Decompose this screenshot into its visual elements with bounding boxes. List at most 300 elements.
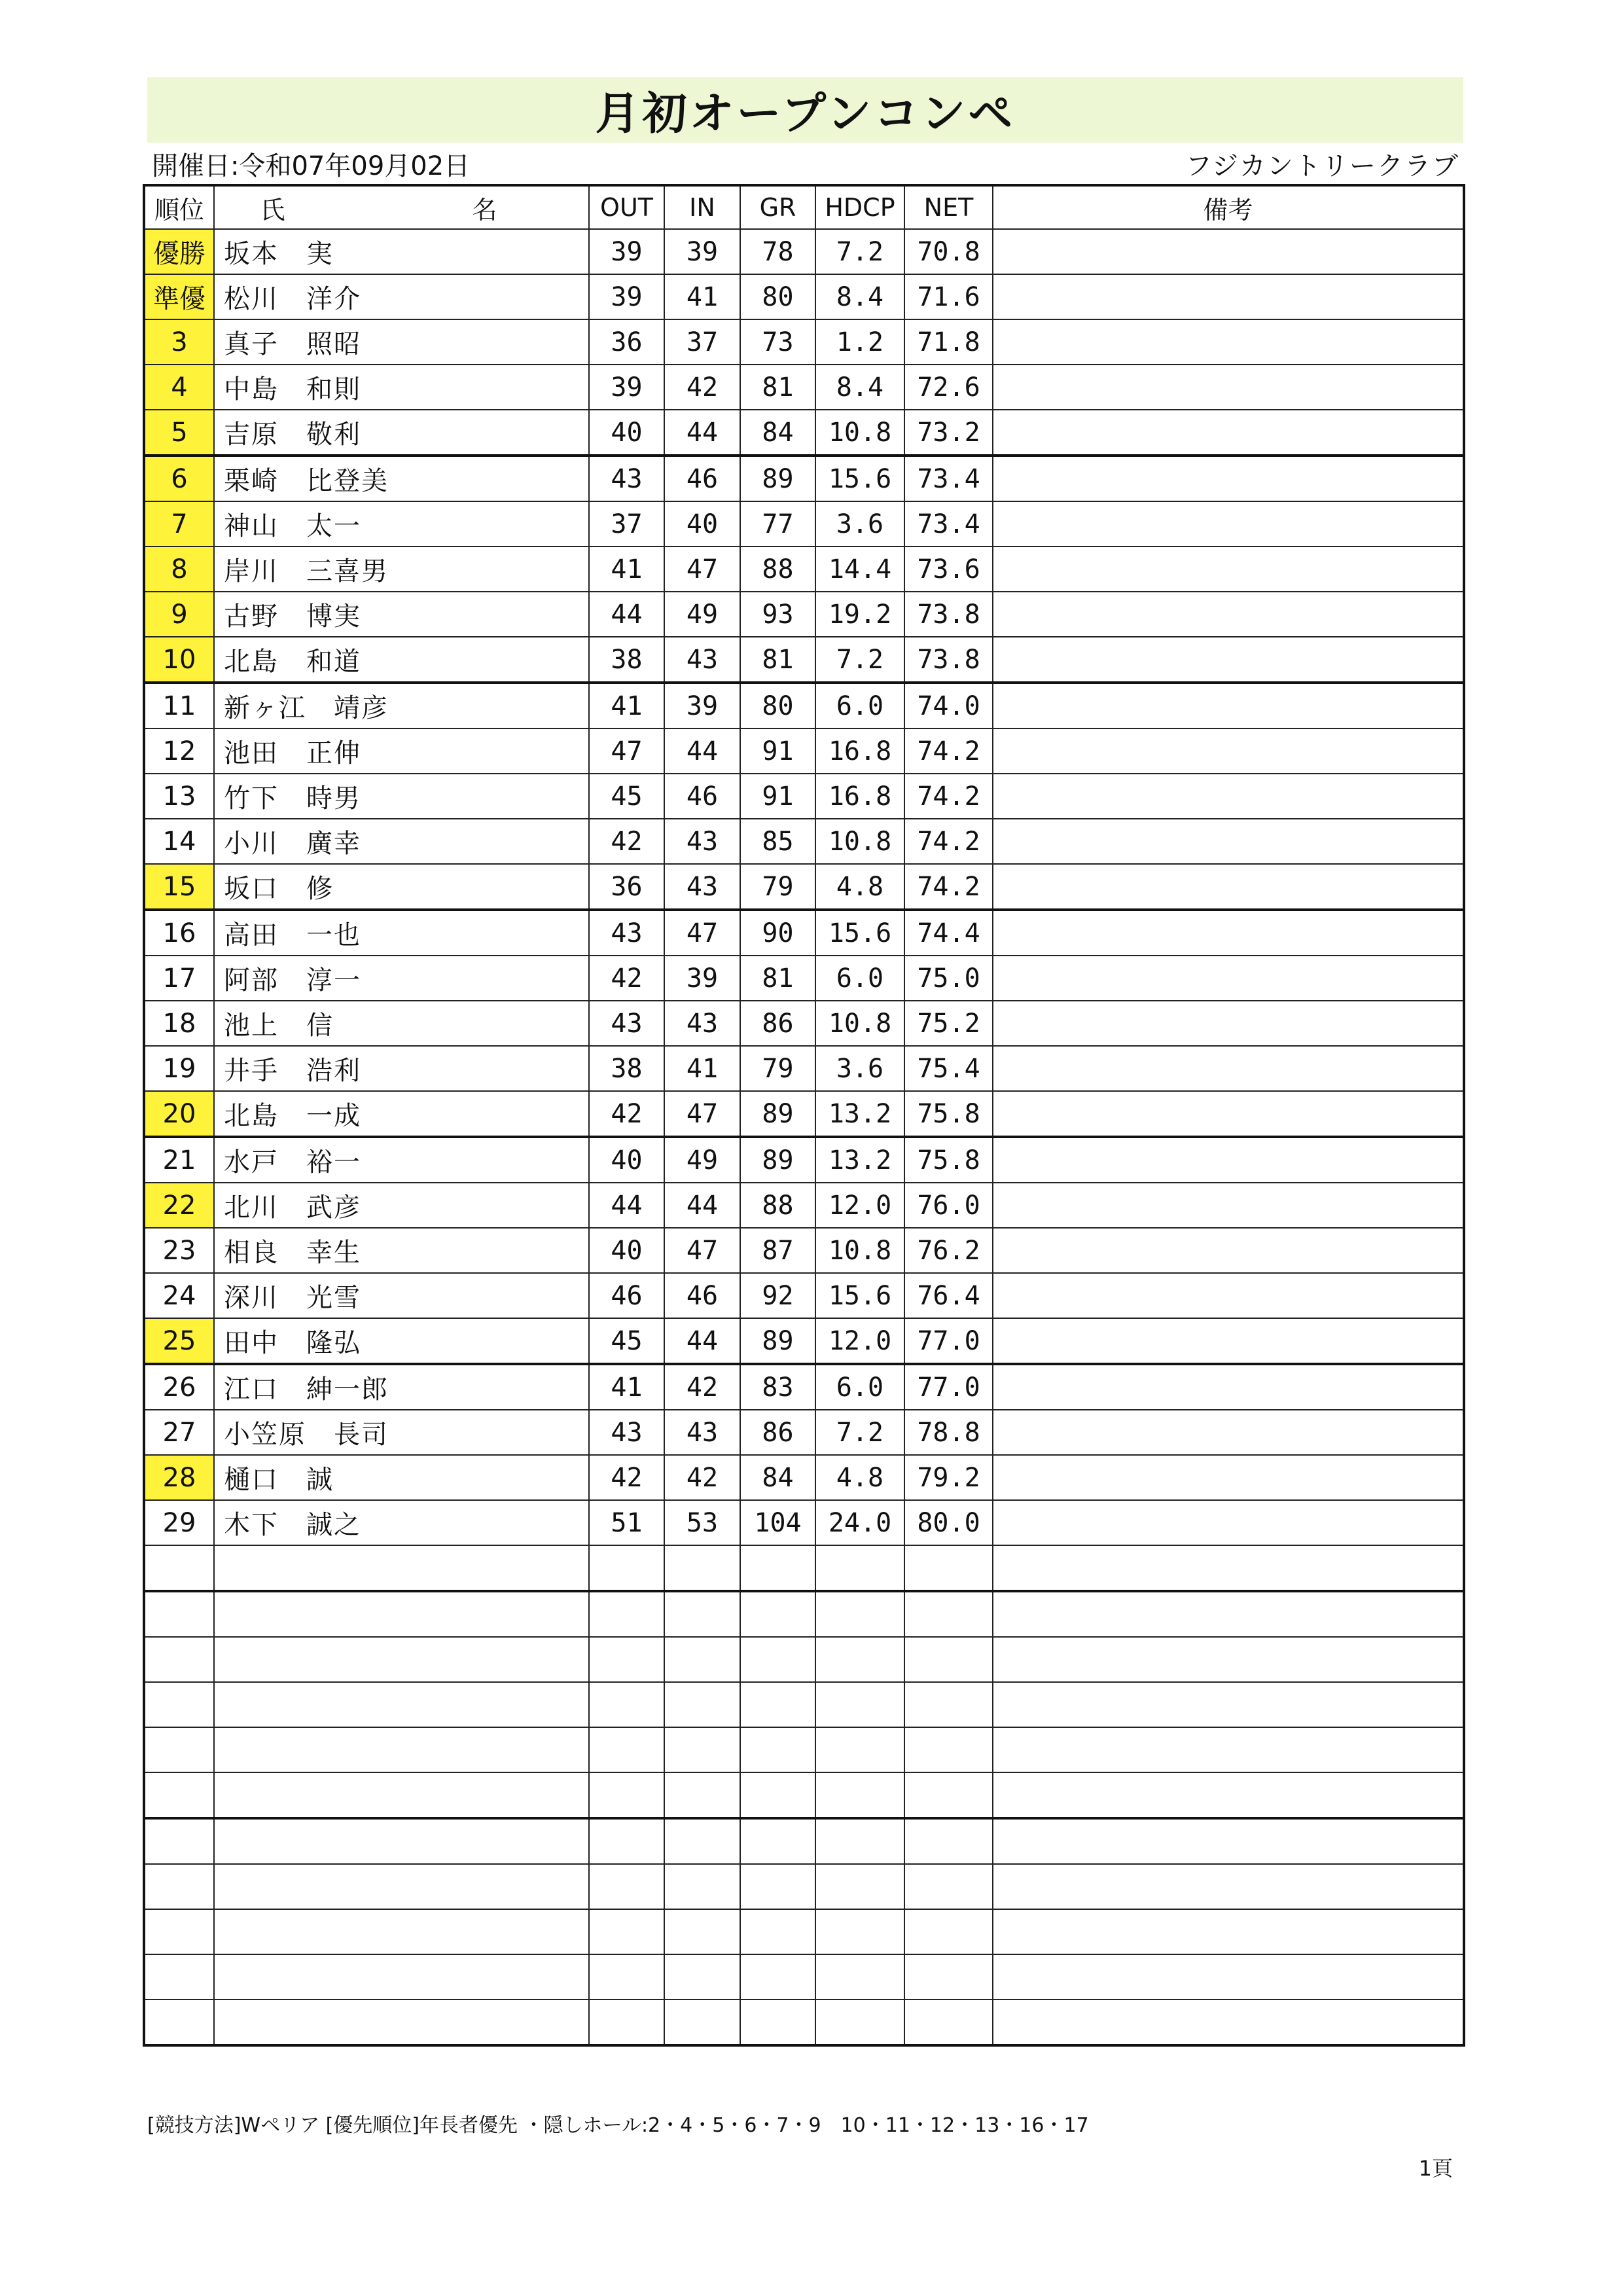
rank-cell: 27 [144, 1410, 214, 1455]
page-number: 1頁 [1418, 2156, 1453, 2181]
table-row [144, 592, 1464, 637]
hdcp-cell [815, 1591, 904, 1637]
rank-cell [144, 1954, 214, 2000]
player-name-cell: 小笠原 長司 [214, 1410, 589, 1455]
player-name-cell [214, 1954, 589, 2000]
results-body [144, 229, 1464, 2045]
net-cell: 73.8 [904, 592, 993, 637]
out-cell: 39 [589, 365, 664, 410]
in-cell [664, 1637, 740, 1682]
empty-row [144, 2000, 1464, 2045]
in-cell: 47 [664, 910, 740, 956]
gr-cell: 88 [740, 1183, 815, 1228]
player-name-cell [214, 1637, 589, 1682]
col-gr-header: GR [740, 185, 815, 229]
empty-row [144, 1818, 1464, 1864]
out-cell: 46 [589, 1273, 664, 1318]
in-cell [664, 1909, 740, 1954]
rank-cell [144, 1545, 214, 1591]
notes-cell [993, 1001, 1464, 1046]
hdcp-cell: 6.0 [815, 683, 904, 728]
page-title: 月初オープンコンペ [595, 88, 1016, 140]
net-cell: 73.2 [904, 410, 993, 456]
gr-cell [740, 1682, 815, 1727]
col-in-header: IN [664, 185, 740, 229]
hdcp-cell: 15.6 [815, 1273, 904, 1318]
rank-cell: 4 [144, 365, 214, 410]
net-cell: 74.2 [904, 774, 993, 819]
player-name-cell: 深川 光雪 [214, 1273, 589, 1318]
table-row [144, 819, 1464, 864]
in-cell: 47 [664, 1228, 740, 1273]
col-hdcp-header: HDCP [815, 185, 904, 229]
out-cell [589, 1727, 664, 1772]
out-cell: 41 [589, 683, 664, 728]
notes-cell [993, 1455, 1464, 1500]
in-cell: 43 [664, 819, 740, 864]
net-cell: 75.8 [904, 1091, 993, 1137]
gr-cell: 89 [740, 1318, 815, 1364]
in-cell: 53 [664, 1500, 740, 1545]
table-row [144, 637, 1464, 683]
notes-cell [993, 1727, 1464, 1772]
player-name-cell: 井手 浩利 [214, 1046, 589, 1091]
rank-cell [144, 1818, 214, 1864]
rank-cell: 13 [144, 774, 214, 819]
gr-cell: 86 [740, 1410, 815, 1455]
out-cell: 37 [589, 501, 664, 547]
hdcp-cell: 16.8 [815, 728, 904, 774]
player-name-cell: 神山 太一 [214, 501, 589, 547]
player-name-cell: 真子 照昭 [214, 319, 589, 365]
notes-cell [993, 1637, 1464, 1682]
empty-row [144, 1682, 1464, 1727]
rank-cell [144, 1864, 214, 1909]
net-cell: 75.2 [904, 1001, 993, 1046]
in-cell [664, 1591, 740, 1637]
in-cell: 41 [664, 274, 740, 319]
player-name-cell [214, 1864, 589, 1909]
notes-cell [993, 683, 1464, 728]
rank-cell: 29 [144, 1500, 214, 1545]
rank-cell: 23 [144, 1228, 214, 1273]
rank-cell: 8 [144, 547, 214, 592]
table-row [144, 1500, 1464, 1545]
out-cell [589, 1591, 664, 1637]
notes-cell [993, 1228, 1464, 1273]
in-cell: 43 [664, 1410, 740, 1455]
net-cell: 71.8 [904, 319, 993, 365]
out-cell [589, 1682, 664, 1727]
in-cell [664, 1818, 740, 1864]
in-cell: 39 [664, 229, 740, 274]
in-cell [664, 1545, 740, 1591]
gr-cell: 79 [740, 1046, 815, 1091]
hdcp-cell: 10.8 [815, 410, 904, 456]
hdcp-cell: 6.0 [815, 956, 904, 1001]
empty-row [144, 1954, 1464, 2000]
net-cell: 79.2 [904, 1455, 993, 1500]
player-name-cell: 北島 一成 [214, 1091, 589, 1137]
net-cell [904, 2000, 993, 2045]
out-cell: 42 [589, 1091, 664, 1137]
table-row [144, 501, 1464, 547]
gr-cell: 81 [740, 956, 815, 1001]
gr-cell: 81 [740, 365, 815, 410]
in-cell [664, 2000, 740, 2045]
notes-cell [993, 728, 1464, 774]
gr-cell [740, 1864, 815, 1909]
player-name-cell: 吉原 敬利 [214, 410, 589, 456]
empty-row [144, 1591, 1464, 1637]
notes-cell [993, 229, 1464, 274]
gr-cell: 92 [740, 1273, 815, 1318]
notes-cell [993, 1909, 1464, 1954]
hdcp-cell: 1.2 [815, 319, 904, 365]
in-cell [664, 1727, 740, 1772]
net-cell: 74.2 [904, 819, 993, 864]
in-cell: 37 [664, 319, 740, 365]
in-cell: 43 [664, 637, 740, 683]
hdcp-cell: 7.2 [815, 229, 904, 274]
out-cell: 44 [589, 592, 664, 637]
hdcp-cell: 3.6 [815, 501, 904, 547]
gr-cell: 85 [740, 819, 815, 864]
in-cell: 47 [664, 1091, 740, 1137]
notes-cell [993, 365, 1464, 410]
gr-cell: 87 [740, 1228, 815, 1273]
notes-cell [993, 1591, 1464, 1637]
net-cell: 77.0 [904, 1364, 993, 1410]
player-name-cell: 田中 隆弘 [214, 1318, 589, 1364]
in-cell: 39 [664, 956, 740, 1001]
net-cell: 73.4 [904, 501, 993, 547]
rank-cell: 14 [144, 819, 214, 864]
table-row [144, 229, 1464, 274]
out-cell: 43 [589, 910, 664, 956]
rank-cell: 25 [144, 1318, 214, 1364]
empty-row [144, 1864, 1464, 1909]
rank-cell: 6 [144, 456, 214, 501]
net-cell: 74.2 [904, 728, 993, 774]
player-name-cell: 新ヶ江 靖彦 [214, 683, 589, 728]
player-name-cell: 坂口 修 [214, 864, 589, 910]
out-cell [589, 1772, 664, 1818]
hdcp-cell: 12.0 [815, 1318, 904, 1364]
out-cell [589, 1637, 664, 1682]
player-name-cell: 相良 幸生 [214, 1228, 589, 1273]
out-cell: 45 [589, 774, 664, 819]
net-cell: 74.0 [904, 683, 993, 728]
notes-cell [993, 1954, 1464, 2000]
in-cell: 47 [664, 547, 740, 592]
player-name-cell: 小川 廣幸 [214, 819, 589, 864]
out-cell: 45 [589, 1318, 664, 1364]
in-cell: 49 [664, 592, 740, 637]
out-cell [589, 1864, 664, 1909]
table-row [144, 1091, 1464, 1137]
out-cell: 38 [589, 637, 664, 683]
out-cell [589, 1909, 664, 1954]
player-name-cell: 岸川 三喜男 [214, 547, 589, 592]
player-name-cell: 栗崎 比登美 [214, 456, 589, 501]
in-cell: 46 [664, 1273, 740, 1318]
net-cell: 73.8 [904, 637, 993, 683]
out-cell: 36 [589, 319, 664, 365]
hdcp-cell: 7.2 [815, 1410, 904, 1455]
gr-cell: 104 [740, 1500, 815, 1545]
gr-cell: 90 [740, 910, 815, 956]
hdcp-cell: 16.8 [815, 774, 904, 819]
net-cell [904, 1818, 993, 1864]
table-row [144, 728, 1464, 774]
player-name-cell [214, 1727, 589, 1772]
notes-cell [993, 410, 1464, 456]
table-row [144, 1273, 1464, 1318]
rank-cell: 22 [144, 1183, 214, 1228]
out-cell: 41 [589, 1364, 664, 1410]
in-cell [664, 1682, 740, 1727]
notes-cell [993, 910, 1464, 956]
in-cell: 39 [664, 683, 740, 728]
col-name-header: 氏 名 [214, 185, 589, 229]
player-name-cell: 坂本 実 [214, 229, 589, 274]
in-cell: 42 [664, 1455, 740, 1500]
rank-cell [144, 1637, 214, 1682]
table-row [144, 1318, 1464, 1364]
hdcp-cell: 6.0 [815, 1364, 904, 1410]
club-name: フジカントリークラブ [1185, 151, 1459, 181]
hdcp-cell [815, 1818, 904, 1864]
in-cell: 44 [664, 1318, 740, 1364]
out-cell [589, 1545, 664, 1591]
player-name-cell: 松川 洋介 [214, 274, 589, 319]
rank-cell: 18 [144, 1001, 214, 1046]
net-cell: 72.6 [904, 365, 993, 410]
rank-cell: 20 [144, 1091, 214, 1137]
net-cell: 73.6 [904, 547, 993, 592]
net-cell: 76.0 [904, 1183, 993, 1228]
player-name-cell: 阿部 淳一 [214, 956, 589, 1001]
gr-cell [740, 1909, 815, 1954]
gr-cell: 84 [740, 1455, 815, 1500]
gr-cell: 79 [740, 864, 815, 910]
player-name-cell [214, 1591, 589, 1637]
notes-cell [993, 501, 1464, 547]
notes-cell [993, 956, 1464, 1001]
gr-cell [740, 1818, 815, 1864]
rank-cell [144, 1727, 214, 1772]
in-cell: 44 [664, 728, 740, 774]
rank-cell: 3 [144, 319, 214, 365]
player-name-cell: 北川 武彦 [214, 1183, 589, 1228]
hdcp-cell: 13.2 [815, 1137, 904, 1183]
in-cell: 42 [664, 365, 740, 410]
rank-cell [144, 1772, 214, 1818]
net-cell: 71.6 [904, 274, 993, 319]
out-cell: 42 [589, 1455, 664, 1500]
gr-cell: 78 [740, 229, 815, 274]
net-cell [904, 1727, 993, 1772]
hdcp-cell [815, 1954, 904, 2000]
col-net-header: NET [904, 185, 993, 229]
player-name-cell [214, 2000, 589, 2045]
in-cell: 44 [664, 410, 740, 456]
hdcp-cell: 7.2 [815, 637, 904, 683]
hdcp-cell [815, 1682, 904, 1727]
hdcp-cell: 10.8 [815, 819, 904, 864]
hdcp-cell: 3.6 [815, 1046, 904, 1091]
notes-cell [993, 1273, 1464, 1318]
table-row [144, 456, 1464, 501]
player-name-cell [214, 1682, 589, 1727]
hdcp-cell [815, 1909, 904, 1954]
hdcp-cell: 14.4 [815, 547, 904, 592]
net-cell: 77.0 [904, 1318, 993, 1364]
net-cell [904, 1545, 993, 1591]
rank-cell: 7 [144, 501, 214, 547]
table-row [144, 1046, 1464, 1091]
out-cell: 43 [589, 1001, 664, 1046]
hdcp-cell: 24.0 [815, 1500, 904, 1545]
hdcp-cell: 10.8 [815, 1001, 904, 1046]
in-cell [664, 1772, 740, 1818]
net-cell: 75.8 [904, 1137, 993, 1183]
player-name-cell [214, 1772, 589, 1818]
net-cell [904, 1637, 993, 1682]
table-row [144, 274, 1464, 319]
in-cell: 40 [664, 501, 740, 547]
hdcp-cell [815, 1545, 904, 1591]
gr-cell: 89 [740, 456, 815, 501]
gr-cell: 93 [740, 592, 815, 637]
rank-cell: 優勝 [144, 229, 214, 274]
player-name-cell [214, 1545, 589, 1591]
rank-cell: 16 [144, 910, 214, 956]
notes-cell [993, 1046, 1464, 1091]
out-cell: 42 [589, 956, 664, 1001]
rank-cell: 9 [144, 592, 214, 637]
out-cell [589, 1818, 664, 1864]
net-cell [904, 1772, 993, 1818]
hdcp-cell: 12.0 [815, 1183, 904, 1228]
notes-cell [993, 547, 1464, 592]
rank-cell: 準優 [144, 274, 214, 319]
table-row [144, 864, 1464, 910]
notes-cell [993, 1364, 1464, 1410]
hdcp-cell: 15.6 [815, 456, 904, 501]
player-name-cell: 北島 和道 [214, 637, 589, 683]
table-row [144, 319, 1464, 365]
table-row [144, 1364, 1464, 1410]
rank-cell: 17 [144, 956, 214, 1001]
rank-cell: 28 [144, 1455, 214, 1500]
table-row [144, 365, 1464, 410]
table-row [144, 1455, 1464, 1500]
out-cell: 40 [589, 410, 664, 456]
gr-cell: 81 [740, 637, 815, 683]
out-cell [589, 2000, 664, 2045]
table-row [144, 774, 1464, 819]
out-cell: 51 [589, 1500, 664, 1545]
hdcp-cell [815, 1864, 904, 1909]
event-date: 開催日:令和07年09月02日 [152, 151, 471, 181]
player-name-cell: 水戸 裕一 [214, 1137, 589, 1183]
out-cell: 44 [589, 1183, 664, 1228]
rank-cell [144, 1909, 214, 1954]
notes-cell [993, 637, 1464, 683]
out-cell: 40 [589, 1137, 664, 1183]
net-cell: 70.8 [904, 229, 993, 274]
net-cell: 76.4 [904, 1273, 993, 1318]
net-cell [904, 1954, 993, 2000]
empty-row [144, 1545, 1464, 1591]
hdcp-cell: 10.8 [815, 1228, 904, 1273]
notes-cell [993, 1818, 1464, 1864]
out-cell: 42 [589, 819, 664, 864]
empty-row [144, 1909, 1464, 1954]
notes-cell [993, 2000, 1464, 2045]
results-table [143, 184, 1465, 2047]
notes-cell [993, 319, 1464, 365]
rank-cell: 15 [144, 864, 214, 910]
gr-cell [740, 1545, 815, 1591]
table-row [144, 1001, 1464, 1046]
gr-cell [740, 1772, 815, 1818]
net-cell: 75.0 [904, 956, 993, 1001]
notes-cell [993, 1318, 1464, 1364]
in-cell: 41 [664, 1046, 740, 1091]
hdcp-cell [815, 2000, 904, 2045]
player-name-cell: 江口 紳一郎 [214, 1364, 589, 1410]
table-row [144, 683, 1464, 728]
gr-cell [740, 1727, 815, 1772]
rank-cell: 26 [144, 1364, 214, 1410]
rank-cell: 19 [144, 1046, 214, 1091]
net-cell: 74.4 [904, 910, 993, 956]
col-notes-header: 備考 [993, 185, 1464, 229]
out-cell: 41 [589, 547, 664, 592]
notes-cell [993, 1183, 1464, 1228]
out-cell: 38 [589, 1046, 664, 1091]
gr-cell: 86 [740, 1001, 815, 1046]
empty-row [144, 1637, 1464, 1682]
gr-cell: 89 [740, 1137, 815, 1183]
net-cell: 73.4 [904, 456, 993, 501]
notes-cell [993, 456, 1464, 501]
notes-cell [993, 1410, 1464, 1455]
table-row [144, 547, 1464, 592]
notes-cell [993, 774, 1464, 819]
player-name-cell: 竹下 時男 [214, 774, 589, 819]
hdcp-cell: 8.4 [815, 365, 904, 410]
notes-cell [993, 819, 1464, 864]
out-cell: 36 [589, 864, 664, 910]
table-row [144, 410, 1464, 456]
player-name-cell [214, 1909, 589, 1954]
gr-cell: 80 [740, 683, 815, 728]
gr-cell [740, 1637, 815, 1682]
net-cell: 74.2 [904, 864, 993, 910]
player-name-cell: 池田 正伸 [214, 728, 589, 774]
in-cell: 46 [664, 774, 740, 819]
in-cell: 44 [664, 1183, 740, 1228]
player-name-cell: 木下 誠之 [214, 1500, 589, 1545]
rank-cell: 10 [144, 637, 214, 683]
player-name-cell [214, 1818, 589, 1864]
rank-cell: 21 [144, 1137, 214, 1183]
rank-cell: 12 [144, 728, 214, 774]
